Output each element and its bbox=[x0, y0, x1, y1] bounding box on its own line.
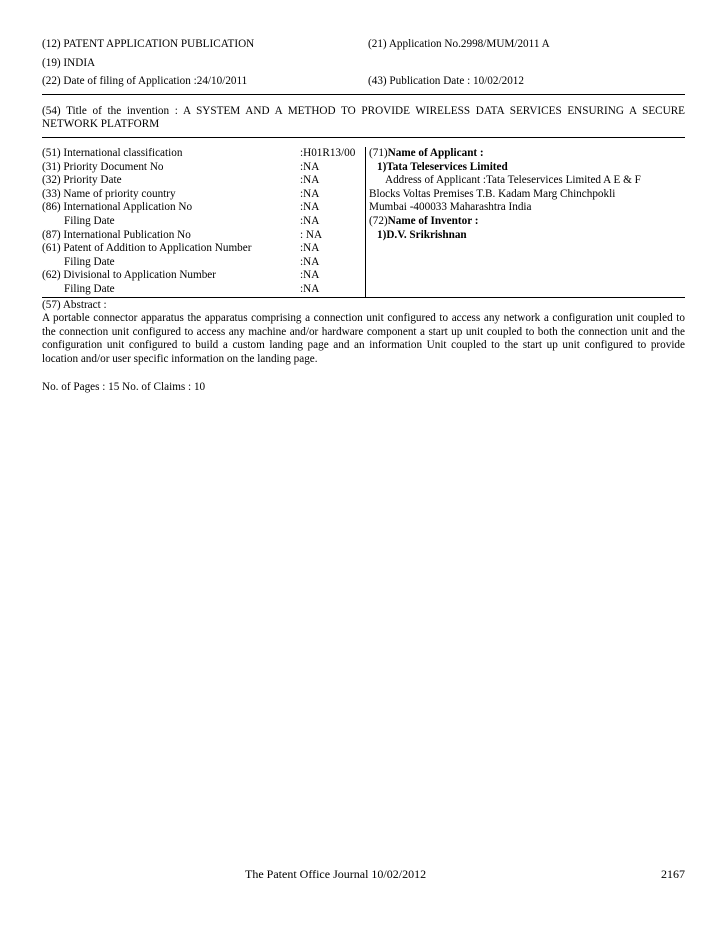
abstract-heading: (57) Abstract : bbox=[42, 298, 107, 311]
bib-row-priority-document bbox=[42, 161, 365, 175]
bib-label: Filing Date bbox=[64, 282, 115, 295]
application-number: (21) Application No.2998/MUM/2011 A bbox=[368, 38, 550, 50]
bib-label: (33) Name of priority country bbox=[42, 187, 176, 200]
header-row-1 bbox=[42, 38, 685, 52]
bibliographic-fields bbox=[42, 147, 365, 297]
publication-date: (43) Publication Date : 10/02/2012 bbox=[368, 75, 524, 88]
bib-row-filing-date bbox=[42, 256, 365, 270]
bib-label: (31) Priority Document No bbox=[42, 160, 164, 173]
bib-value: :NA bbox=[300, 174, 320, 187]
bib-row-international-publication bbox=[42, 229, 365, 243]
applicant-address-line: Blocks Voltas Premises T.B. Kadam Marg Chinchpokli bbox=[369, 187, 616, 200]
header-row-3 bbox=[42, 75, 685, 89]
journal-name: The Patent Office Journal 10/02/2012 bbox=[245, 867, 427, 881]
bib-row-patent-of-addition bbox=[42, 242, 365, 256]
bib-label: (32) Priority Date bbox=[42, 174, 122, 187]
bib-value: :NA bbox=[300, 255, 320, 268]
filing-date: (22) Date of filing of Application :24/10/2011 bbox=[42, 75, 248, 88]
divider bbox=[42, 297, 685, 298]
applicant-code: (71) bbox=[369, 146, 388, 159]
bib-label: (51) International classification bbox=[42, 146, 183, 159]
bib-label: Filing Date bbox=[64, 255, 115, 268]
country: (19) INDIA bbox=[42, 56, 96, 69]
bib-label: (87) International Publication No bbox=[42, 228, 191, 241]
bib-value: :H01R13/00 bbox=[300, 146, 356, 159]
applicant-name: 1)Tata Teleservices Limited bbox=[377, 160, 508, 173]
bib-row-divisional bbox=[42, 269, 365, 283]
publication-type: (12) PATENT APPLICATION PUBLICATION bbox=[42, 38, 255, 50]
bib-row-filing-date bbox=[42, 283, 365, 297]
applicant-heading bbox=[369, 147, 685, 161]
bib-value: :NA bbox=[300, 187, 320, 200]
bib-value: :NA bbox=[300, 269, 320, 282]
applicant-heading-label: Name of Applicant : bbox=[387, 146, 484, 159]
bib-label: (61) Patent of Addition to Application Number bbox=[42, 242, 252, 255]
inventor-heading-label: Name of Inventor : bbox=[387, 214, 479, 227]
bib-label: (62) Divisional to Application Number bbox=[42, 269, 217, 282]
applicant-address-line: Mumbai -400033 Maharashtra India bbox=[369, 201, 532, 214]
bib-label: (86) International Application No bbox=[42, 201, 193, 214]
bib-row-international-application bbox=[42, 201, 365, 215]
bib-row-filing-date bbox=[42, 215, 365, 229]
bibliographic-section bbox=[42, 147, 685, 297]
inventor-name: 1)D.V. Srikrishnan bbox=[377, 228, 467, 241]
bib-row-priority-date bbox=[42, 174, 365, 188]
abstract-text: A portable connector apparatus the apparatus comprising a connection unit configured to access any network a configuration unit coupled to the connection unit configured to access any machine and/or hardware component a start up unit coupled to both the connection unit and the configuration unit configured to build a custom landing page and an information Unit coupled to the start up unit configured to provide location and/or user specific information on the landing page. bbox=[42, 312, 685, 365]
bib-value: :NA bbox=[300, 201, 320, 214]
bib-value: :NA bbox=[300, 214, 320, 227]
inventor-heading bbox=[369, 215, 685, 229]
page-footer bbox=[42, 868, 685, 882]
bib-value: : NA bbox=[300, 228, 323, 241]
bib-value: :NA bbox=[300, 282, 320, 295]
header-row-2 bbox=[42, 57, 685, 71]
bib-value: :NA bbox=[300, 242, 320, 255]
patent-record bbox=[42, 38, 685, 395]
pages-claims: No. of Pages : 15 No. of Claims : 10 bbox=[42, 381, 206, 394]
bib-value: :NA bbox=[300, 160, 320, 173]
bib-row-international-classification bbox=[42, 147, 365, 161]
title-of-invention: (54) Title of the invention : A SYSTEM AND A METHOD TO PROVIDE WIRELESS DATA SERVICES ENSURING A SECURE NETWORK PLATFORM bbox=[42, 104, 685, 131]
inventor-code: (72) bbox=[369, 214, 388, 227]
page-number: 2167 bbox=[661, 867, 685, 881]
applicant-inventor-panel bbox=[365, 147, 685, 297]
bib-label: Filing Date bbox=[64, 214, 115, 227]
applicant-address: Address of Applicant :Tata Teleservices Limited A E & F bbox=[385, 174, 641, 187]
bib-row-priority-country bbox=[42, 188, 365, 202]
